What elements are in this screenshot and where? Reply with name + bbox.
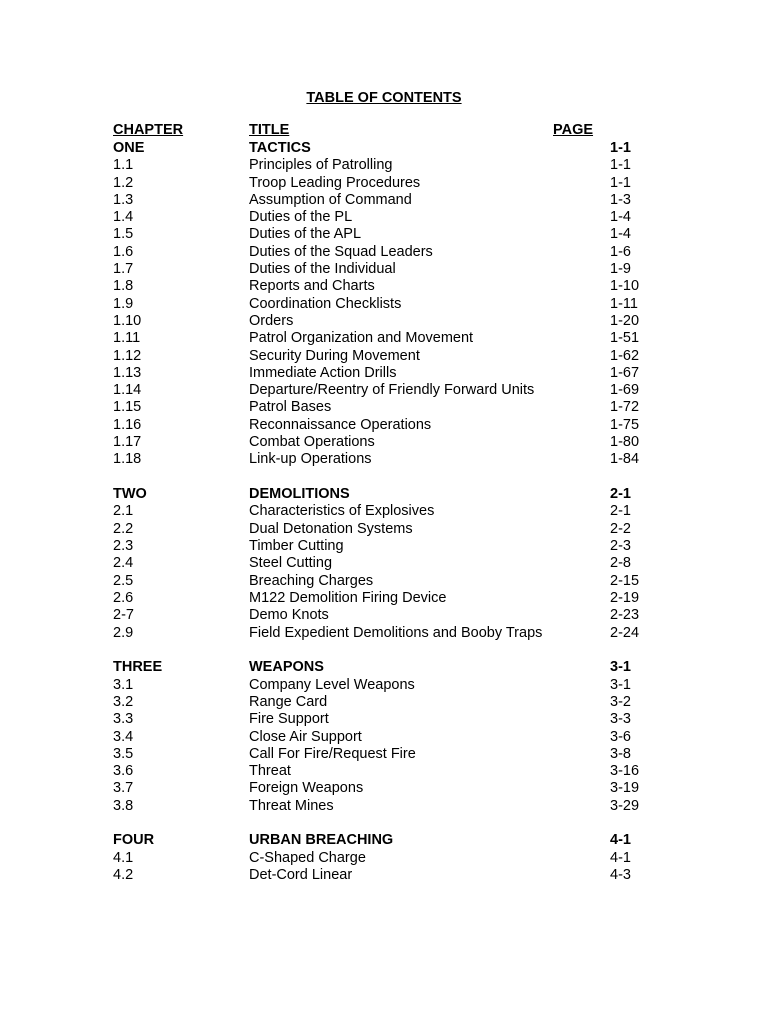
section-row: [0, 503, 768, 520]
section-number: 3.3: [113, 711, 134, 728]
chapter-page: 4-1: [610, 832, 631, 849]
section-row: [0, 192, 768, 209]
section-row: [0, 780, 768, 797]
section-row: [0, 521, 768, 538]
chapter-title: TACTICS: [249, 140, 311, 156]
section-number: 2.1: [113, 503, 134, 520]
section-row: [0, 677, 768, 694]
section-title: Troop Leading Procedures: [249, 174, 421, 191]
section-title: Threat Mines: [249, 797, 334, 814]
chapter-row: [0, 486, 768, 503]
chapter-page: 3-1: [610, 659, 631, 676]
section-page: 1-62: [610, 347, 640, 364]
section-title: Reconnaissance Operations: [249, 416, 432, 433]
section-row: [0, 729, 768, 746]
section-title: Threat: [249, 763, 291, 780]
section-number: 3.6: [113, 763, 134, 780]
section-page: 3-19: [610, 780, 640, 797]
section-title: Patrol Bases: [249, 399, 332, 416]
section-page: 1-80: [610, 434, 640, 451]
section-page: 3-3: [610, 711, 631, 728]
section-page: 3-29: [610, 797, 640, 814]
section-page: 4-3: [610, 867, 631, 884]
chapter-title: DEMOLITIONS: [249, 486, 350, 503]
section-row: [0, 555, 768, 572]
section-number: 2.3: [113, 538, 134, 555]
section-title: Fire Support: [249, 711, 329, 728]
section-title: Patrol Organization and Movement: [249, 330, 474, 347]
chapter-row: [0, 659, 768, 676]
section-page: 1-20: [610, 312, 640, 329]
chapter-spacer: [0, 815, 768, 833]
chapter-number: ONE: [113, 140, 145, 156]
section-row: [0, 625, 768, 642]
section-page: 3-16: [610, 763, 640, 780]
section-page: 1-9: [610, 261, 631, 278]
section-number: 1.11: [113, 330, 141, 347]
section-number: 3.2: [113, 693, 134, 710]
column-header-page: PAGE: [553, 122, 594, 138]
section-number: 3.1: [113, 676, 134, 693]
section-row: [0, 607, 768, 624]
section-number: 1.16: [113, 416, 142, 433]
section-row: [0, 330, 768, 347]
section-title: Departure/Reentry of Friendly Forward Units: [249, 382, 535, 399]
section-page: 2-23: [610, 607, 640, 624]
chapter-title: WEAPONS: [249, 659, 324, 676]
chapter-title: URBAN BREACHING: [249, 832, 394, 849]
section-number: 1.9: [113, 295, 134, 312]
section-page: 2-1: [610, 503, 631, 520]
chapter-page: 2-1: [610, 486, 631, 503]
section-title: Assumption of Command: [249, 191, 412, 208]
section-row: [0, 382, 768, 399]
section-page: 1-72: [610, 399, 640, 416]
section-page: 1-69: [610, 382, 640, 399]
table-of-contents-list: [0, 140, 768, 884]
section-row: [0, 313, 768, 330]
section-title: Range Card: [249, 693, 328, 710]
section-page: 1-4: [610, 226, 631, 243]
section-title: Characteristics of Explosives: [249, 503, 435, 520]
section-title: Principles of Patrolling: [249, 157, 393, 174]
section-number: 4.2: [113, 867, 134, 884]
section-row: [0, 573, 768, 590]
section-row: [0, 226, 768, 243]
section-number: 1.2: [113, 174, 134, 191]
section-page: 4-1: [610, 849, 631, 866]
section-row: [0, 157, 768, 174]
chapter-number: FOUR: [113, 832, 155, 849]
section-row: [0, 798, 768, 815]
section-title: Duties of the Individual: [249, 261, 396, 278]
section-row: [0, 867, 768, 884]
column-header-title: TITLE: [249, 122, 290, 138]
section-number: 1.17: [113, 434, 142, 451]
section-title: Coordination Checklists: [249, 295, 402, 312]
chapter-number: THREE: [113, 659, 163, 676]
section-row: [0, 175, 768, 192]
section-title: Reports and Charts: [249, 278, 375, 295]
section-number: 1.10: [113, 312, 142, 329]
section-page: 1-67: [610, 364, 640, 381]
section-page: 2-15: [610, 572, 640, 589]
section-title: Company Level Weapons: [249, 676, 415, 693]
chapter-spacer: [0, 642, 768, 660]
section-number: 1.7: [113, 261, 134, 278]
section-title: Duties of the Squad Leaders: [249, 243, 433, 260]
section-page: 2-8: [610, 555, 631, 572]
section-title: Link-up Operations: [249, 451, 372, 468]
section-row: [0, 365, 768, 382]
section-title: Field Expedient Demolitions and Booby Traps: [249, 624, 543, 641]
section-row: [0, 746, 768, 763]
section-row: [0, 278, 768, 295]
section-row: [0, 763, 768, 780]
section-title: Immediate Action Drills: [249, 364, 397, 381]
section-page: 1-1: [610, 174, 631, 191]
section-page: 3-2: [610, 693, 631, 710]
section-number: 2.4: [113, 555, 134, 572]
section-page: 1-10: [610, 278, 640, 295]
section-number: 2.2: [113, 520, 134, 537]
section-row: [0, 296, 768, 313]
section-number: 1.6: [113, 243, 134, 260]
chapter-row: [0, 832, 768, 849]
chapter-page: 1-1: [610, 140, 631, 156]
section-page: 3-1: [610, 676, 631, 693]
section-title: Close Air Support: [249, 728, 362, 745]
section-number: 4.1: [113, 849, 134, 866]
section-number: 1.18: [113, 451, 142, 468]
section-page: 1-4: [610, 209, 631, 226]
chapter-spacer: [0, 469, 768, 487]
section-row: [0, 417, 768, 434]
chapter-row: [0, 140, 768, 157]
section-row: [0, 209, 768, 226]
section-page: 1-51: [610, 330, 640, 347]
section-number: 1.1: [113, 157, 134, 174]
document-title: TABLE OF CONTENTS: [306, 90, 462, 106]
section-number: 3.5: [113, 745, 134, 762]
section-row: [0, 590, 768, 607]
section-row: [0, 261, 768, 278]
column-header-chapter: CHAPTER: [113, 122, 184, 138]
section-title: Orders: [249, 312, 294, 329]
section-title: Security During Movement: [249, 347, 420, 364]
section-page: 2-19: [610, 589, 640, 606]
section-number: 1.14: [113, 382, 142, 399]
section-page: 1-6: [610, 243, 631, 260]
section-title: M122 Demolition Firing Device: [249, 589, 447, 606]
section-page: 2-3: [610, 538, 631, 555]
section-number: 2.6: [113, 589, 134, 606]
section-number: 3.4: [113, 728, 134, 745]
section-row: [0, 694, 768, 711]
section-row: [0, 711, 768, 728]
section-title: Demo Knots: [249, 607, 329, 624]
section-number: 1.5: [113, 226, 134, 243]
section-number: 1.12: [113, 347, 142, 364]
section-page: 2-24: [610, 624, 640, 641]
section-number: 1.13: [113, 364, 142, 381]
section-title: Det-Cord Linear: [249, 867, 353, 884]
section-number: 1.8: [113, 278, 134, 295]
section-row: [0, 244, 768, 261]
section-row: [0, 850, 768, 867]
section-row: [0, 399, 768, 416]
section-page: 2-2: [610, 520, 631, 537]
section-title: Call For Fire/Request Fire: [249, 745, 416, 762]
section-page: 1-84: [610, 451, 640, 468]
section-page: 3-8: [610, 745, 631, 762]
section-row: [0, 538, 768, 555]
section-title: C-Shaped Charge: [249, 849, 366, 866]
section-row: [0, 434, 768, 451]
section-title: Duties of the APL: [249, 226, 362, 243]
section-number: 3.7: [113, 780, 134, 797]
section-number: 1.3: [113, 191, 134, 208]
section-title: Duties of the PL: [249, 209, 353, 226]
section-number: 1.15: [113, 399, 142, 416]
section-page: 1-75: [610, 416, 640, 433]
section-title: Timber Cutting: [249, 538, 344, 555]
section-row: [0, 348, 768, 365]
section-page: 1-3: [610, 191, 631, 208]
section-title: Foreign Weapons: [249, 780, 364, 797]
section-number: 2.9: [113, 624, 134, 641]
section-page: 3-6: [610, 728, 631, 745]
section-title: Breaching Charges: [249, 572, 374, 589]
section-page: 1-1: [610, 157, 631, 174]
section-page: 1-11: [610, 295, 638, 312]
section-title: Dual Detonation Systems: [249, 520, 413, 537]
section-number: 3.8: [113, 797, 134, 814]
section-row: [0, 451, 768, 468]
chapter-number: TWO: [113, 486, 147, 503]
section-number: 2-7: [113, 607, 134, 624]
section-number: 2.5: [113, 572, 134, 589]
section-title: Combat Operations: [249, 434, 375, 451]
section-title: Steel Cutting: [249, 555, 333, 572]
section-number: 1.4: [113, 209, 134, 226]
